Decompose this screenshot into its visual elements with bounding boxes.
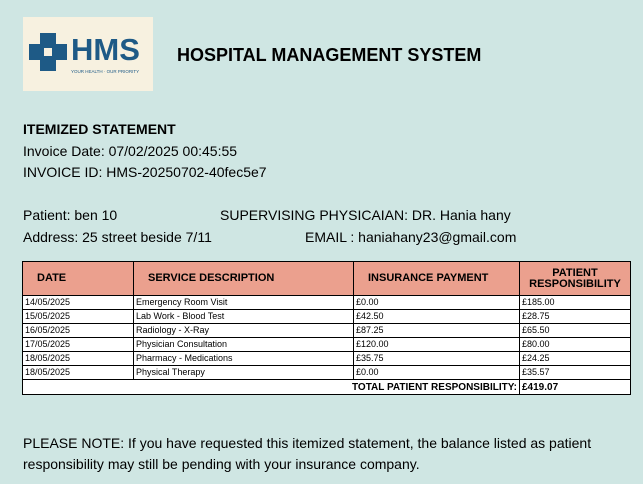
itemized-table bbox=[22, 261, 631, 395]
total-label: TOTAL PATIENT RESPONSIBILITY: bbox=[23, 380, 520, 395]
total-value: £419.07 bbox=[520, 380, 631, 395]
cell-patient: £65.50 bbox=[520, 324, 631, 338]
column-header-service: SERVICE DESCRIPTION bbox=[134, 262, 354, 296]
cell-date: 18/05/2025 bbox=[23, 366, 134, 380]
table-row bbox=[23, 352, 631, 366]
cell-service: Radiology - X-Ray bbox=[134, 324, 354, 338]
supervising-physician: SUPERVISING PHYSICAIAN: DR. Hania hany bbox=[220, 207, 511, 223]
patient-address: Address: 25 street beside 7/11 bbox=[23, 229, 212, 245]
total-row bbox=[23, 380, 631, 395]
medical-cross-icon bbox=[27, 31, 69, 73]
cell-insurance: £35.75 bbox=[354, 352, 520, 366]
table-row bbox=[23, 324, 631, 338]
column-header-insurance: INSURANCE PAYMENT bbox=[354, 262, 520, 296]
cell-service: Pharmacy - Medications bbox=[134, 352, 354, 366]
cell-date: 17/05/2025 bbox=[23, 338, 134, 352]
cell-insurance: £87.25 bbox=[354, 324, 520, 338]
cell-patient: £35.57 bbox=[520, 366, 631, 380]
cell-patient: £185.00 bbox=[520, 296, 631, 310]
cell-date: 15/05/2025 bbox=[23, 310, 134, 324]
cell-service: Physician Consultation bbox=[134, 338, 354, 352]
system-title: HOSPITAL MANAGEMENT SYSTEM bbox=[177, 45, 482, 65]
cell-service: Emergency Room Visit bbox=[134, 296, 354, 310]
cell-insurance: £0.00 bbox=[354, 366, 520, 380]
cell-date: 16/05/2025 bbox=[23, 324, 134, 338]
cell-insurance: £120.00 bbox=[354, 338, 520, 352]
cell-date: 14/05/2025 bbox=[23, 296, 134, 310]
pending-note: PLEASE NOTE: If you have requested this itemized statement, the balance listed as patient responsibility may still be pending with your insurance company. bbox=[23, 435, 592, 472]
table-row bbox=[23, 338, 631, 352]
table-row bbox=[23, 366, 631, 380]
cell-insurance: £0.00 bbox=[354, 296, 520, 310]
hospital-logo bbox=[23, 17, 153, 91]
table-row bbox=[23, 296, 631, 310]
table-row bbox=[23, 310, 631, 324]
invoice-date: Invoice Date: 07/02/2025 00:45:55 bbox=[23, 143, 238, 159]
statement-heading: ITEMIZED STATEMENT bbox=[23, 121, 176, 137]
cell-date: 18/05/2025 bbox=[23, 352, 134, 366]
column-header-patient-responsibility: PATIENT RESPONSIBILITY bbox=[520, 262, 631, 296]
cell-patient: £28.75 bbox=[520, 310, 631, 324]
invoice-id: INVOICE ID: HMS-20250702-40fec5e7 bbox=[23, 164, 267, 180]
cell-service: Lab Work - Blood Test bbox=[134, 310, 354, 324]
logo-tagline: YOUR HEALTH · OUR PRIORITY bbox=[71, 69, 140, 74]
cell-service: Physical Therapy bbox=[134, 366, 354, 380]
patient-email: EMAIL : haniahany23@gmail.com bbox=[305, 229, 517, 245]
cell-insurance: £42.50 bbox=[354, 310, 520, 324]
cell-patient: £24.25 bbox=[520, 352, 631, 366]
patient-name: Patient: ben 10 bbox=[23, 207, 118, 223]
logo-text: HMS bbox=[71, 32, 140, 67]
column-header-date: DATE bbox=[23, 262, 134, 296]
cell-patient: £80.00 bbox=[520, 338, 631, 352]
